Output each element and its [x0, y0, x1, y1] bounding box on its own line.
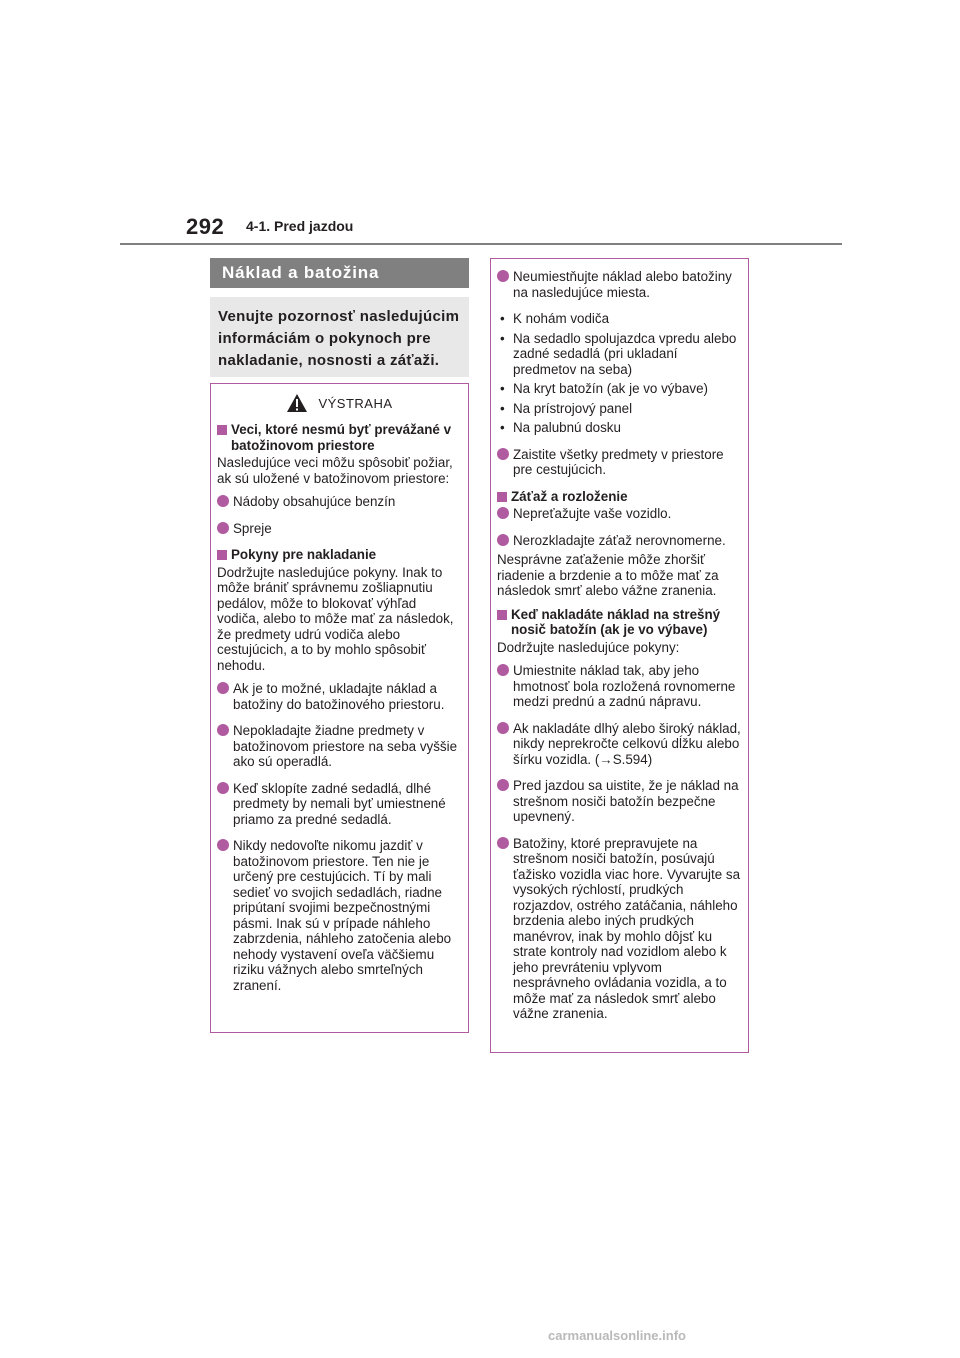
list-item-text: Nepokladajte žiadne predmety v batožinovom priestore na seba vyššie ako sú operadlá. — [233, 723, 458, 769]
square-bullet-icon — [497, 610, 507, 620]
list-item-text: Umiestnite náklad tak, aby jeho hmotnosť bola rozložená rovnomerne medzi prednú a zadnú nápravu. — [513, 663, 736, 709]
list-item — [497, 506, 742, 522]
list-item — [217, 681, 462, 712]
list-item — [217, 521, 462, 537]
list-item — [497, 836, 742, 1022]
list-item-text: Ak nakladáte dlhý alebo široký náklad, nikdy neprekročte celkovú dĺžku alebo šírku vozidla. (→S.594) — [513, 720, 741, 767]
small-bullet-icon: • — [500, 311, 505, 326]
subheading — [217, 547, 462, 563]
circle-bullet-icon — [497, 664, 509, 676]
list-item-text: Zaistite všetky predmety v priestore pre cestujúcich. — [513, 446, 724, 477]
circle-bullet-icon — [497, 722, 509, 734]
small-bullet-icon: • — [500, 400, 505, 416]
list-item-text: Nerozkladajte záťaž nerovnomerne. — [513, 532, 726, 548]
intro-text: Venujte pozornosť nasledujúcim informáciám o pokynoch pre nakladanie, nosnosti a záťaži. — [210, 297, 469, 377]
small-bullet-icon: • — [500, 330, 505, 346]
section-header: 4-1. Pred jazdou — [246, 218, 354, 234]
list-item-text: Nepreťažujte vaše vozidlo. — [513, 506, 672, 521]
circle-bullet-icon — [497, 507, 509, 519]
circle-bullet-icon — [217, 839, 229, 851]
list-item — [497, 269, 742, 300]
list-item — [497, 663, 742, 710]
sub-list-item-text: K nohám vodiča — [513, 311, 610, 326]
list-item — [497, 533, 742, 549]
list-item-text: Nádoby obsahujúce benzín — [233, 494, 396, 509]
sub-list-item — [500, 401, 742, 417]
sub-list-item-text: Na palubnú dosku — [513, 420, 621, 435]
circle-bullet-icon — [497, 534, 509, 546]
sub-list-item-text: Na kryt batožín (ak je vo výbave) — [513, 381, 708, 396]
circle-bullet-icon — [217, 724, 229, 736]
page-number: 292 — [186, 214, 225, 239]
circle-bullet-icon — [217, 682, 229, 694]
sub-list-item — [500, 331, 742, 378]
paragraph: Nesprávne zaťaženie môže zhoršiť riadenie a brzdenie a to môže mať za následok smrť alebo vážne zranenia. — [497, 552, 719, 598]
square-bullet-icon — [497, 492, 507, 502]
circle-bullet-icon — [497, 448, 509, 460]
list-item-text: Spreje — [233, 520, 272, 536]
subheading-text: Pokyny pre nakladanie — [231, 547, 377, 562]
subheading — [217, 422, 462, 453]
small-bullet-icon: • — [500, 381, 505, 396]
subheading-text: Záťaž a rozloženie — [511, 488, 628, 504]
list-item-text: Keď sklopíte zadné sedadlá, dlhé predmety by nemali byť umiestnené priamo za predné sedadlá. — [233, 780, 446, 827]
sub-list-item — [500, 311, 742, 327]
circle-bullet-icon — [497, 270, 509, 282]
paragraph: Nasledujúce veci môžu spôsobiť požiar, ak sú uložené v batožinovom priestore: — [217, 455, 453, 486]
circle-bullet-icon — [497, 779, 509, 791]
warning-box — [210, 383, 469, 1033]
sub-list-item-text: Na sedadlo spolujazdca vpredu alebo zadné sedadlá (pri ukladaní predmetov na seba) — [513, 330, 737, 377]
subheading — [497, 489, 742, 505]
list-item — [497, 447, 742, 478]
warning-header — [211, 384, 468, 416]
square-bullet-icon — [217, 425, 227, 435]
list-item — [217, 781, 462, 828]
list-item — [217, 494, 462, 510]
circle-bullet-icon — [497, 837, 509, 849]
subheading-text: Keď nakladáte náklad na strešný nosič batožín (ak je vo výbave) — [511, 606, 721, 637]
list-item — [497, 778, 742, 825]
watermark: carmanualsonline.info — [548, 1328, 686, 1343]
warning-label: VÝSTRAHA — [318, 395, 393, 411]
sub-list-item — [500, 420, 742, 436]
paragraph: Dodržujte nasledujúce pokyny: — [497, 639, 680, 655]
paragraph: Dodržujte nasledujúce pokyny. Inak to môže brániť správnemu zošliapnutiu pedálov, môže to blokovať výhľad vodiča, alebo to môže mať za následok, že predmety udrú vodiča alebo cestujúcich, a to by mohlo spôsobiť nehodu. — [217, 564, 454, 673]
circle-bullet-icon — [217, 495, 229, 507]
subheading — [497, 607, 742, 638]
list-item-text: Ak je to možné, ukladajte náklad a batožiny do batožinového priestoru. — [233, 681, 445, 712]
list-item-text: Neumiestňujte náklad alebo batožiny na nasledujúce miesta. — [513, 269, 732, 300]
list-item-text: Pred jazdou sa uistite, že je náklad na strešnom nosiči batožín bezpečne upevnený. — [513, 778, 739, 824]
list-item — [497, 721, 742, 768]
warning-box-continued — [490, 258, 749, 1053]
header-divider — [120, 243, 842, 245]
square-bullet-icon — [217, 550, 227, 560]
circle-bullet-icon — [217, 522, 229, 534]
list-item — [217, 838, 462, 993]
small-bullet-icon: • — [500, 420, 505, 435]
subheading-text: Veci, ktoré nesmú byť prevážané v batožinovom priestore — [231, 422, 452, 453]
sub-list-item-text: Na prístrojový panel — [513, 400, 633, 416]
list-item — [217, 723, 462, 770]
sub-list-item — [500, 381, 742, 397]
circle-bullet-icon — [217, 782, 229, 794]
warning-triangle-icon — [286, 393, 308, 413]
warning-body — [211, 416, 468, 993]
list-item-text: Batožiny, ktoré prepravujete na strešnom nosiči batožín, posúvajú ťažisko vozidla viac hore. Vyvarujte sa vysokých rýchlostí, prudkých rozjazdov, ostrého zatáčania, náhleho brzdenia alebo iných prudkých manévrov, inak by mohlo dôjsť ku strate kontroly nad vozidlom alebo k jeho prevráteniu vplyvom nesprávneho ovládania vozidla, a to môže mať za následok smrť alebo vážne zranenia. — [513, 835, 741, 1021]
page-title: Náklad a batožina — [210, 258, 469, 288]
list-item-text: Nikdy nedovoľte nikomu jazdiť v batožinovom priestore. Ten nie je určený pre cestujúcich. Tí by mali sedieť vo svojich sedadlách, riadne pripútaní svojimi bezpečnostnými pásmi. Inak sú v prípade náhleho zabrzdenia, náhleho zatočenia alebo nehody vystavení oveľa väčšiemu riziku vážnych alebo smrteľných zranení. — [233, 838, 452, 993]
